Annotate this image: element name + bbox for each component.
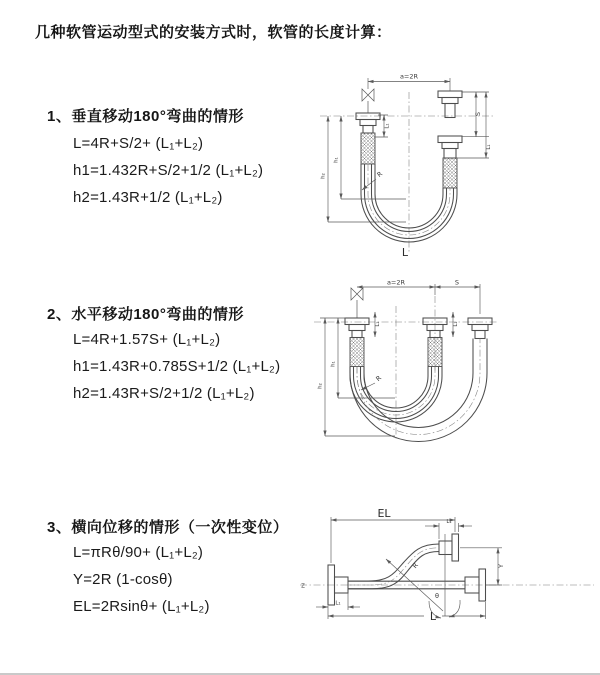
dim-label-a2r: a=2R — [386, 278, 406, 287]
dim-label-h1: h₁ — [333, 157, 340, 163]
dim-label-theta: θ — [435, 592, 439, 600]
dimension-l-total — [328, 602, 486, 623]
valve-icon — [351, 288, 363, 318]
radius-leader — [362, 170, 384, 190]
braided-hose-left — [361, 133, 375, 164]
dimension-el — [331, 507, 455, 563]
dim-label-l1-left: L₁ — [375, 321, 381, 327]
dimension-a-2r — [368, 73, 450, 92]
dim-label-l1-left: L₁ — [335, 600, 341, 607]
dim-label-r: R — [374, 373, 384, 383]
dim-label-l1-top: L₁ — [446, 519, 452, 525]
section-1-heading: 1、垂直移动180°弯曲的情形 — [47, 108, 244, 125]
section-3-formula-Y: Y=2R (1-cosθ) — [73, 571, 173, 588]
section-1-formula-h1: h1=1.432R+S/2+1/2 (L₁+L₂) — [73, 162, 264, 179]
fitting-left — [345, 318, 369, 367]
dim-label-a2r: a=2R — [399, 72, 419, 81]
diagram-lateral-displacement — [294, 503, 600, 663]
dim-label-l1-left: L₁ — [384, 123, 391, 129]
dim-label-l1-mid: L₁ — [453, 321, 459, 327]
dimension-l1-left — [316, 591, 360, 610]
fitting-right-displaced — [468, 318, 492, 339]
dimension-l1-top — [425, 519, 472, 539]
section-2-formula-h2: h2=1.43R+S/2+1/2 (L₁+L₂) — [73, 385, 255, 402]
flange-upper-displaced — [439, 534, 459, 561]
dim-label-h2: h₂ — [320, 173, 327, 179]
dim-label-s: S — [474, 111, 482, 117]
fitting-right — [438, 91, 462, 158]
dim-label-y: Y — [497, 564, 505, 568]
diagram-horizontal-180-bend — [294, 276, 600, 454]
hose-u-displaced — [350, 339, 487, 442]
braided-hose-right — [443, 158, 457, 188]
section-2-formula-L: L=4R+1.57S+ (L₁+L₂) — [73, 331, 221, 348]
section-3-formula-EL: EL=2Rsinθ+ (L₁+L₂) — [73, 598, 210, 615]
dim-label-l1-right: L₁ — [486, 144, 492, 150]
dimension-y — [460, 548, 505, 585]
centerlines — [320, 92, 494, 254]
dim-label-h2: h₂ — [317, 383, 324, 389]
dim-label-r: R — [375, 169, 385, 179]
section-1-formula-h2: h2=1.43R+1/2 (L₁+L₂) — [73, 189, 223, 206]
page-title: 几种软管运动型式的安装方式时，软管的长度计算： — [35, 24, 392, 41]
hose-s-curve-displaced — [348, 544, 439, 589]
section-1-formula-L: L=4R+S/2+ (L₁+L₂) — [73, 135, 204, 152]
dimension-s — [456, 92, 492, 158]
dim-label-l: L — [429, 610, 437, 623]
section-3-formula-L: L=πRθ/90+ (L₁+L₂) — [73, 544, 204, 561]
dimension-h2 — [318, 318, 396, 436]
dim-label-s: S — [454, 278, 460, 287]
centerline-break-mark: Z — [301, 583, 305, 590]
section-2-heading: 2、水平移动180°弯曲的情形 — [47, 306, 244, 323]
section-2-formula-h1: h1=1.43R+0.785S+1/2 (L₁+L₂) — [73, 358, 281, 375]
valve-icon — [362, 89, 374, 113]
diagram-vertical-180-bend — [298, 64, 598, 264]
dim-label-h1: h₁ — [330, 361, 337, 367]
dimension-l1-left — [375, 312, 381, 337]
section-3-heading: 3、横向位移的情形（一次性变位） — [47, 519, 289, 536]
dimension-a-2r — [357, 279, 480, 315]
dimension-l1-middle — [453, 312, 459, 337]
dim-label-l-total: L — [401, 246, 409, 259]
dim-label-r: R — [410, 561, 420, 571]
radius-construction — [386, 534, 445, 616]
dim-label-el: EL — [377, 507, 391, 520]
